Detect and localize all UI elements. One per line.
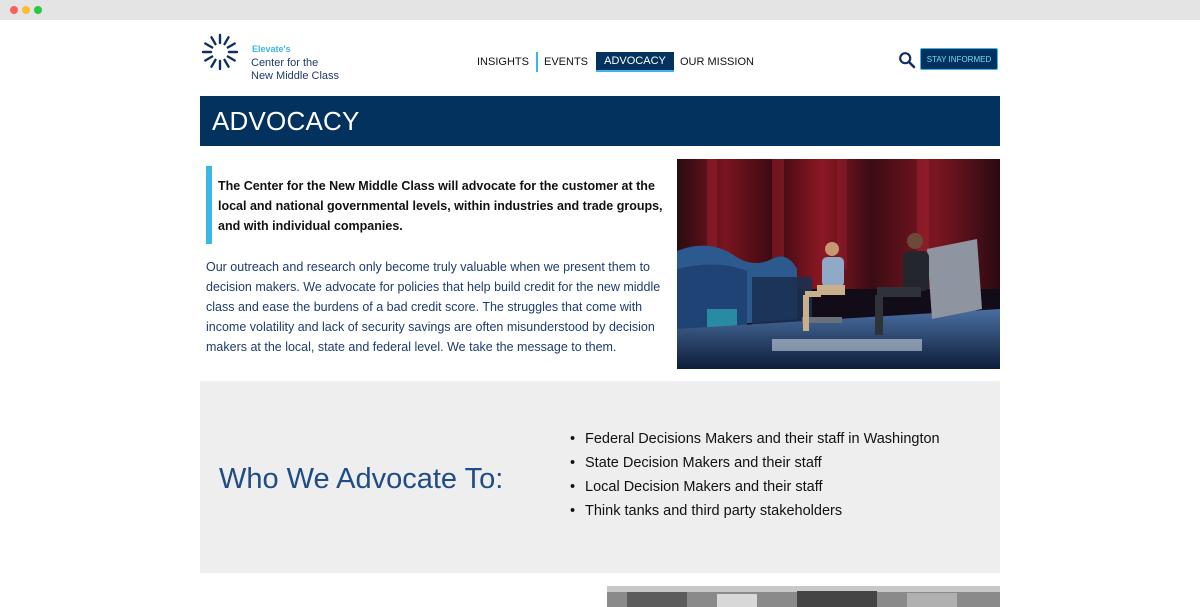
bottom-photo: [607, 586, 1000, 607]
stage-panel-photo: [677, 159, 1000, 369]
audience-list: [570, 427, 940, 523]
intro-quote: The Center for the New Middle Class will advocate for the customer at the local and national governmental levels, within industries and trade groups, and with individual companies.: [218, 179, 663, 233]
window-titlebar: [0, 0, 1200, 20]
logo-line-2: New Middle Class: [251, 70, 340, 82]
stay-informed-button[interactable]: STAY INFORMED: [920, 48, 998, 70]
logo-line-1: Center for the: [251, 57, 319, 69]
nav-divider: [536, 52, 538, 72]
intro-body: Our outreach and research only become truly valuable when we present them to decision makers. We advocate for policies that help build credit for the new middle class and ease the burdens of a bad credit score. The struggles that come with income volatility and lack of security savings are often misunderstood by decision makers at the local, state and federal level. We take the message to them.: [206, 260, 661, 354]
nav-advocacy[interactable]: ADVOCACY: [596, 52, 674, 72]
list-item: • State Decision Makers and their staff: [570, 451, 940, 475]
maximize-window-button[interactable]: [34, 6, 42, 14]
who-we-advocate-section: [200, 381, 1000, 573]
logo-brand-text: Elevate's: [252, 44, 291, 54]
page-title: ADVOCACY: [212, 106, 360, 136]
web-page: [0, 20, 1200, 607]
sunburst-logo-icon: [200, 32, 240, 72]
section-heading: Who We Advocate To:: [219, 463, 504, 495]
quote-accent-bar: [206, 166, 212, 244]
page-banner: [200, 96, 1000, 146]
list-item: • Federal Decisions Makers and their staff in Washington: [570, 427, 940, 451]
nav-our-mission[interactable]: OUR MISSION: [680, 56, 754, 68]
minimize-window-button[interactable]: [22, 6, 30, 14]
list-item: • Local Decision Makers and their staff: [570, 475, 940, 499]
nav-insights[interactable]: INSIGHTS: [477, 56, 529, 68]
list-item: • Think tanks and third party stakeholders: [570, 499, 940, 523]
search-icon[interactable]: [898, 51, 916, 69]
site-logo[interactable]: [200, 32, 350, 82]
close-window-button[interactable]: [10, 6, 18, 14]
nav-events[interactable]: EVENTS: [544, 56, 589, 68]
